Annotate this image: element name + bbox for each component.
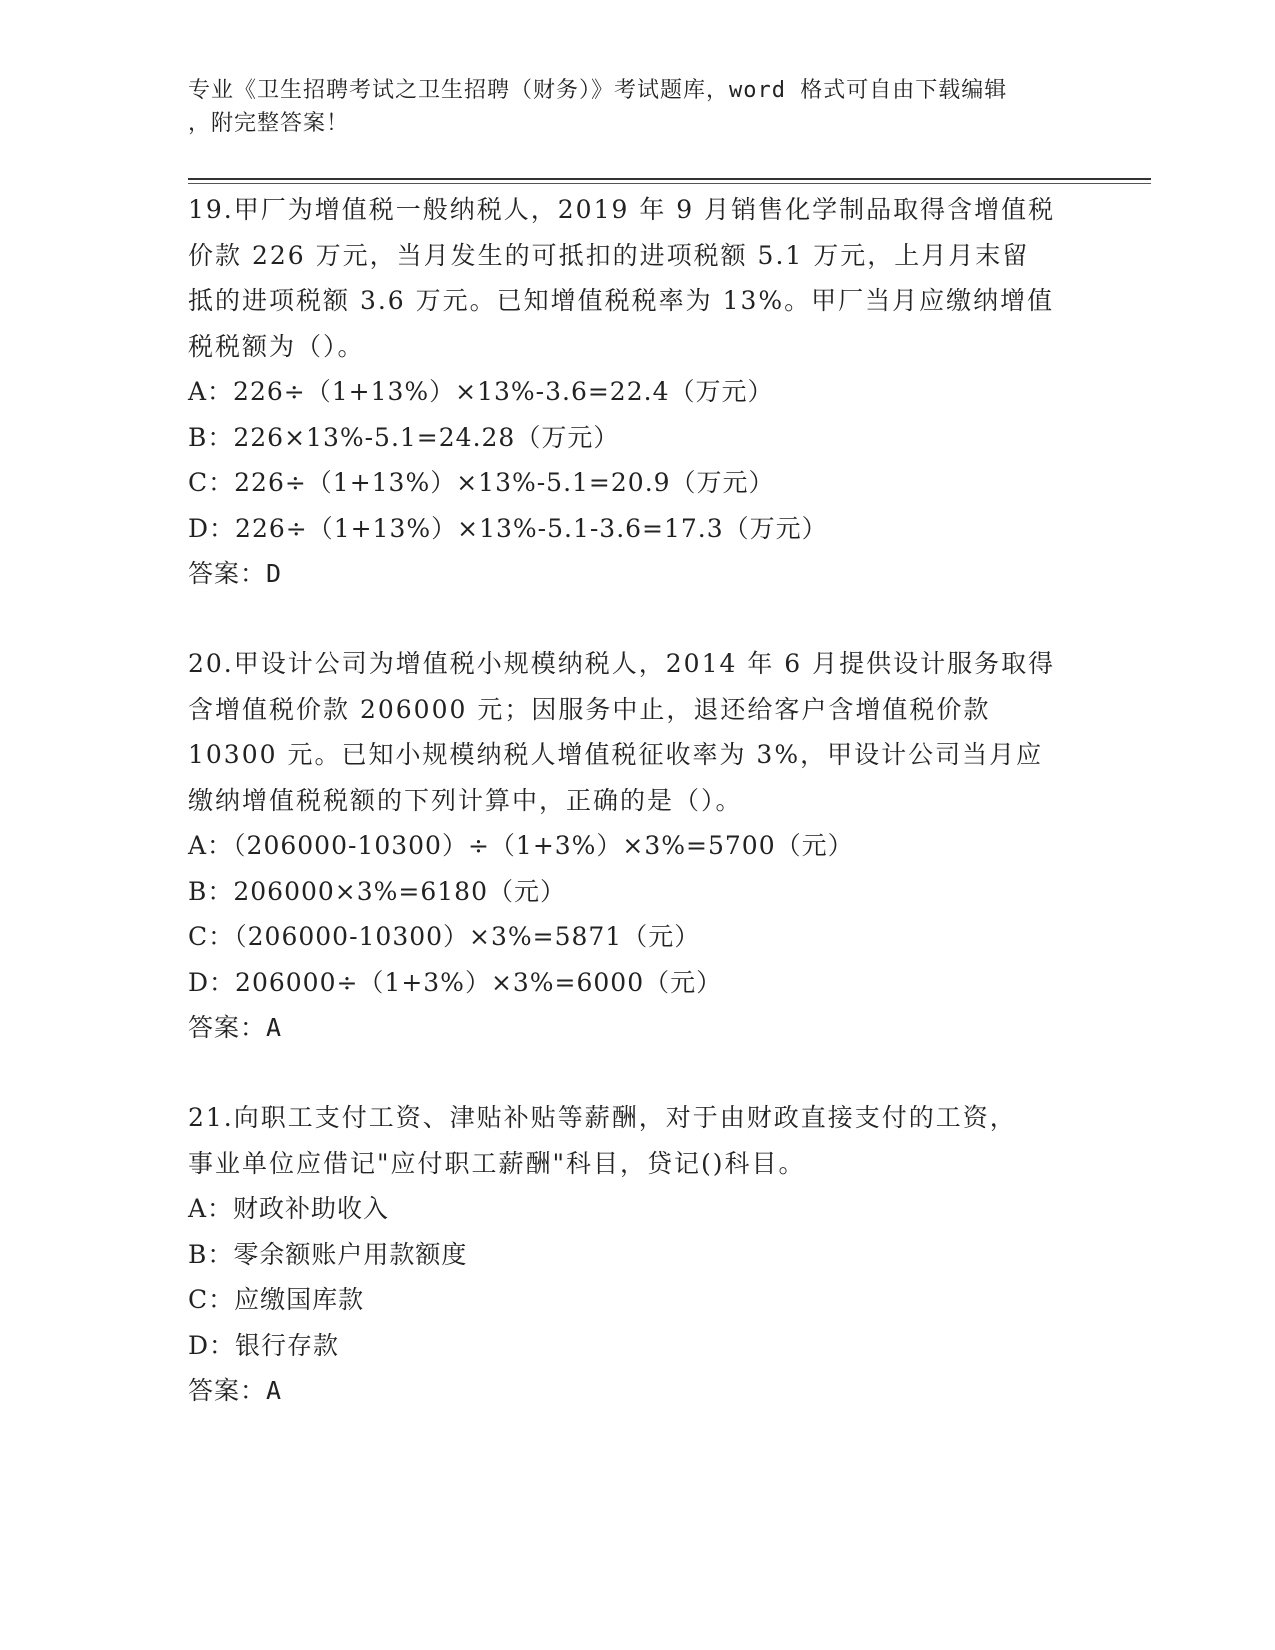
question-19	[188, 187, 1088, 597]
header-divider-thin	[188, 183, 1151, 184]
answer-value: A	[266, 1376, 283, 1405]
question-stem-line: 10300 元。已知小规模纳税人增值税征收率为 3%，甲设计公司当月应	[188, 740, 1044, 769]
answer-value: A	[266, 1013, 283, 1042]
answer	[188, 551, 1088, 597]
option-c: C：应缴国库款	[188, 1285, 365, 1314]
question-21	[188, 1095, 1088, 1414]
header-divider-thick	[188, 178, 1151, 180]
option-d: D：银行存款	[188, 1330, 340, 1360]
answer-value: D	[266, 559, 283, 588]
answer-label: 答案：	[188, 559, 267, 588]
option-c: C：226÷（1+13%）×13%-5.1=20.9（万元）	[188, 468, 775, 497]
option-b: B：206000×3%=6180（元）	[188, 876, 566, 906]
answer-label: 答案：	[188, 1376, 267, 1405]
question-20	[188, 641, 1088, 1051]
header-line-1: 专业《卫生招聘考试之卫生招聘（财务）》考试题库，word 格式可自由下载编辑	[188, 78, 1008, 103]
answer	[188, 1005, 1088, 1051]
option-c: C：（206000-10300）×3%=5871（元）	[188, 922, 701, 951]
answer-label: 答案：	[188, 1013, 267, 1042]
question-stem-line: 20.甲设计公司为增值税小规模纳税人，2014 年 6 月提供设计服务取得	[188, 649, 1056, 678]
option-b: B：226×13%-5.1=24.28（万元）	[188, 422, 620, 452]
option-b: B：零余额账户用款额度	[188, 1239, 468, 1269]
option-a: A：财政补助收入	[188, 1194, 390, 1223]
option-d: D：226÷（1+13%）×13%-5.1-3.6=17.3（万元）	[188, 513, 828, 543]
question-stem-line: 含增值税价款 206000 元；因服务中止，退还给客户含增值税价款	[188, 694, 991, 724]
question-stem-line: 价款 226 万元，当月发生的可抵扣的进项税额 5.1 万元，上月月末留	[188, 240, 1030, 270]
document-header	[188, 74, 1088, 140]
option-a: A：226÷（1+13%）×13%-3.6=22.4（万元）	[188, 377, 774, 406]
question-stem-line: 缴纳增值税税额的下列计算中，正确的是（）。	[188, 785, 743, 815]
question-stem-line: 19.甲厂为增值税一般纳税人，2019 年 9 月销售化学制品取得含增值税	[188, 195, 1056, 224]
question-stem-line: 抵的进项税额 3.6 万元。已知增值税税率为 13%。甲厂当月应缴纳增值	[188, 286, 1055, 315]
answer	[188, 1368, 1088, 1414]
question-stem-line: 21.向职工支付工资、津贴补贴等薪酬，对于由财政直接支付的工资，	[188, 1103, 1017, 1132]
option-d: D：206000÷（1+3%）×3%=6000（元）	[188, 967, 723, 997]
option-a: A：（206000-10300）÷（1+3%）×3%=5700（元）	[188, 831, 854, 860]
question-stem-line: 事业单位应借记"应付职工薪酬"科目，贷记()科目。	[188, 1148, 806, 1178]
question-stem-line: 税税额为（）。	[188, 331, 365, 361]
header-line-2: ，附完整答案！	[188, 111, 350, 136]
